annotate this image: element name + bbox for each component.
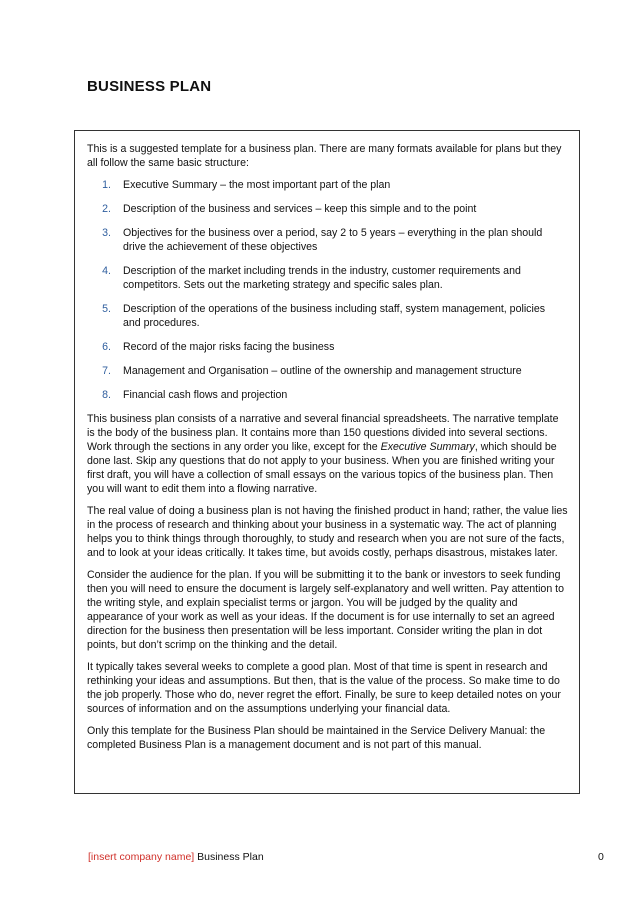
footer bbox=[88, 851, 264, 863]
list-number: 5. bbox=[102, 303, 111, 315]
list-text: Financial cash flows and projection bbox=[123, 389, 288, 401]
list-item bbox=[87, 226, 569, 254]
list-number: 6. bbox=[102, 341, 111, 353]
page-number: 0 bbox=[598, 851, 604, 863]
footer-doc-title: Business Plan bbox=[194, 851, 264, 863]
list-item bbox=[87, 340, 569, 354]
list-text: Management and Organisation – outline of the ownership and management structure bbox=[123, 365, 522, 377]
list-item bbox=[87, 388, 569, 402]
intro-paragraph: This is a suggested template for a business plan. There are many formats available for plans but they all follow the same basic structure: bbox=[87, 143, 562, 169]
list-number: 4. bbox=[102, 265, 111, 277]
list-text: Description of the market including trends in the industry, customer requirements and competitors. Sets out the marketing strategy and specific sales plan. bbox=[123, 265, 521, 291]
list-number: 7. bbox=[102, 365, 111, 377]
content-box bbox=[74, 130, 580, 794]
list-text: Description of the operations of the business including staff, system management, policies and procedures. bbox=[123, 303, 546, 329]
list-item bbox=[87, 364, 569, 378]
audience-paragraph: Consider the audience for the plan. If you will be submitting it to the bank or investors to seek funding then you will need to ensure the document is largely self-explanatory and well written. Pay attention to the writing style, and explain specialist terms or jargon. You will be judged by the quality and appearance of your work as well as your ideas. If the document is for use internally to set an agreed direction for the business then presentation will be less important. Consider writing the plan in dot points, but don’t scrimp on the thinking and the detail. bbox=[87, 569, 564, 651]
list-number: 3. bbox=[102, 227, 111, 239]
list-item bbox=[87, 202, 569, 216]
narrative-paragraph bbox=[87, 412, 569, 496]
narrative-text-start: This business plan consists of a narrative and several financial spreadsheets. The narrative template is the body of the business plan. It contains more than 150 questions divided into several sections. Work through the sections in any order you like, except for the bbox=[87, 413, 559, 453]
page-title: BUSINESS PLAN bbox=[87, 78, 212, 95]
list-item bbox=[87, 264, 569, 292]
executive-summary-emphasis: Executive Summary bbox=[380, 441, 475, 453]
list-item bbox=[87, 302, 569, 330]
list-text: Executive Summary – the most important part of the plan bbox=[123, 179, 391, 191]
list-text: Objectives for the business over a period, say 2 to 5 years – everything in the plan should drive the achievement of these objectives bbox=[123, 227, 543, 253]
list-number: 2. bbox=[102, 203, 111, 215]
list-item bbox=[87, 178, 569, 192]
manual-note-paragraph: Only this template for the Business Plan should be maintained in the Service Delivery Manual: the completed Business Plan is a management document and is not part of this manual. bbox=[87, 725, 546, 751]
narrative-text-end: , which should be done last. Skip any questions that do not apply to your business. When you are finished writing your first draft, you will have a collection of small essays on the various topics of the business plan. Then you will want to edit them into a flowing narrative. bbox=[87, 441, 557, 495]
value-paragraph: The real value of doing a business plan is not having the finished product in hand; rather, the value lies in the process of research and thinking about your business in a systematic way. The act of planning helps you to think things through thoroughly, to study and research when you are not sure of the facts, and to look at your ideas critically. It takes time, but avoids costly, perhaps disastrous, mistakes later. bbox=[87, 505, 568, 559]
structure-list bbox=[87, 178, 569, 402]
list-text: Description of the business and services – keep this simple and to the point bbox=[123, 203, 477, 215]
list-number: 8. bbox=[102, 389, 111, 401]
list-text: Record of the major risks facing the business bbox=[123, 341, 335, 353]
timing-paragraph: It typically takes several weeks to complete a good plan. Most of that time is spent in research and rethinking your ideas and assumptions. But then, that is the value of the process. So make time to do the job properly. Those who do, never regret the effort. Finally, be sure to keep detailed notes on your sources of information and on the assumptions underlying your financial data. bbox=[87, 661, 561, 715]
company-name-placeholder: [insert company name] bbox=[88, 851, 195, 863]
list-number: 1. bbox=[102, 179, 111, 191]
